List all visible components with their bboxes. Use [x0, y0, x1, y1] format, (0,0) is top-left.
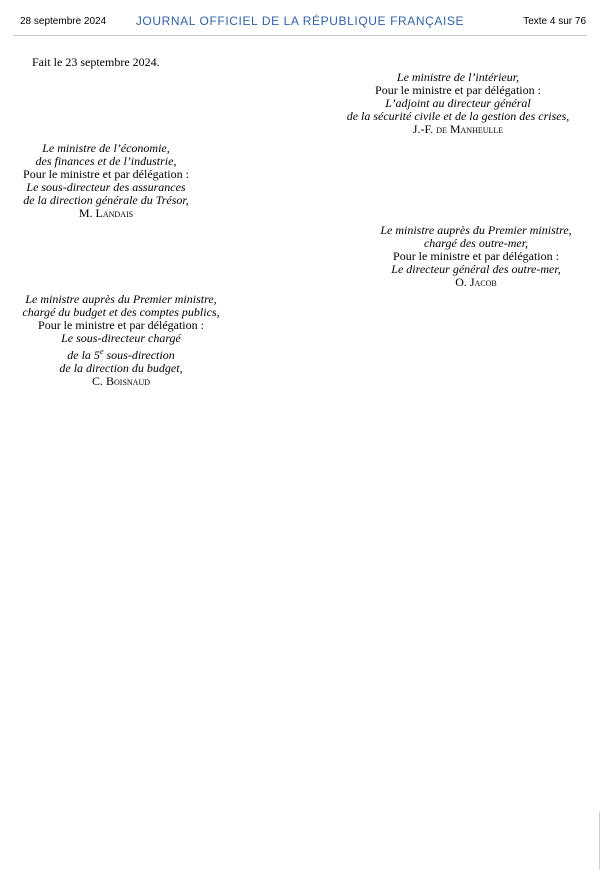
signatory-title-line	[16, 345, 226, 362]
page-edge-mark	[599, 812, 600, 870]
signatory-title-line: Le directeur général des outre-mer,	[391, 262, 561, 276]
signatory-title-line: de la direction générale du Trésor,	[23, 193, 189, 207]
minister-line: chargé des outre-mer,	[423, 236, 529, 250]
minister-line: Le ministre de l’intérieur,	[396, 70, 520, 84]
signatory-initials: C.	[91, 374, 103, 388]
signature-economie	[14, 142, 198, 220]
signatory-initials: J.-F.	[412, 122, 434, 136]
signatory-title-line: de la sécurité civile et de la gestion des crises,	[346, 109, 570, 123]
signature-budget	[16, 293, 226, 388]
journal-title: JOURNAL OFFICIEL DE LA RÉPUBLIQUE FRANÇAISE	[135, 14, 465, 28]
ordinal-suffix: e	[99, 347, 104, 356]
minister-line: Le ministre auprès du Premier ministre,	[25, 292, 217, 306]
signatory-name	[338, 123, 578, 136]
minister-line: Le ministre auprès du Premier ministre,	[380, 223, 572, 237]
minister-line: des finances et de l’industrie,	[35, 154, 177, 168]
signatory-surname: Manheulle	[449, 122, 504, 136]
minister-line: chargé du budget et des comptes publics,	[22, 305, 220, 319]
delegation-line: Pour le ministre et par délégation :	[23, 167, 189, 181]
minister-line: Le ministre de l’économie,	[42, 141, 170, 155]
signatory-particle: de	[436, 122, 447, 136]
signatory-title-line: de la direction du budget,	[59, 361, 183, 375]
delegation-line: Pour le ministre et par délégation :	[375, 83, 541, 97]
signatory-title-line: Le sous-directeur chargé	[61, 331, 181, 345]
title-text: sous-direction	[103, 348, 175, 362]
signatory-name	[16, 375, 226, 388]
signatory-name	[372, 276, 580, 289]
signatory-initials: M.	[78, 206, 93, 220]
signatory-title-line: Le sous-directeur des assurances	[26, 180, 186, 194]
delegation-line: Pour le ministre et par délégation :	[393, 249, 559, 263]
signatory-name	[14, 207, 198, 220]
page-header	[14, 8, 586, 36]
header-date: 28 septembre 2024	[20, 16, 107, 27]
signatory-surname: Landais	[95, 206, 134, 220]
signatory-surname: Jacob	[469, 275, 497, 289]
signatory-initials: O.	[455, 275, 467, 289]
text-pagination: Texte 4 sur 76	[523, 16, 586, 27]
signing-date: Fait le 23 septembre 2024.	[32, 55, 160, 69]
signature-outre-mer	[372, 224, 580, 289]
header-divider	[14, 35, 586, 36]
signature-interieur	[338, 71, 578, 136]
title-text: de la 5	[67, 348, 100, 362]
delegation-line: Pour le ministre et par délégation :	[38, 318, 204, 332]
signatory-title-line: L’adjoint au directeur général	[385, 96, 531, 110]
signatory-surname: Boisnaud	[106, 374, 151, 388]
